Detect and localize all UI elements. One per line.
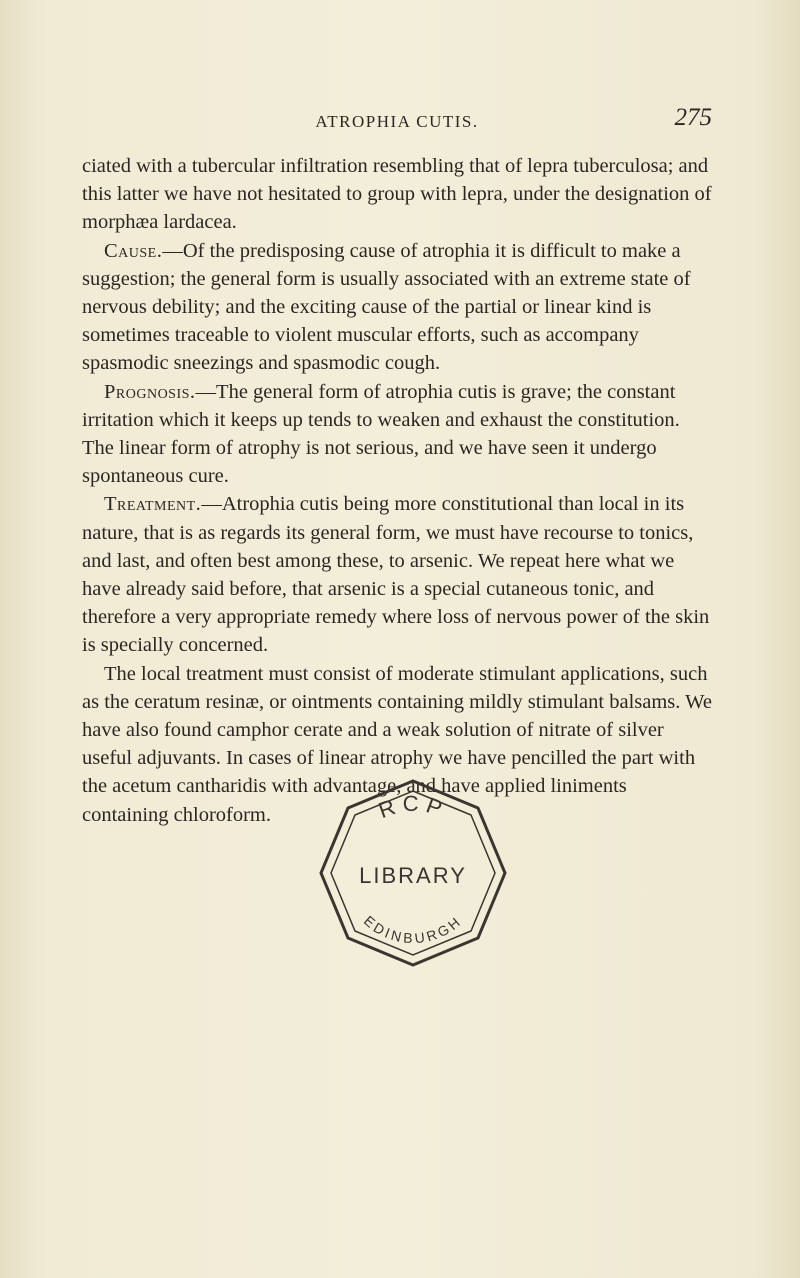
stamp-top-text: RCP (375, 790, 452, 824)
paragraph-text: —Of the predisposing cause of atrophia it is difficult to make a suggestion; the general form is usually associated with an extreme state of nervous debility; and the exciting cause of the partial or linear kind is sometimes traceable to violent muscular efforts, such as accompany spasmodic sneezings and spasmodic cough. (82, 239, 691, 375)
body-text (82, 152, 712, 829)
section-heading-treatment: Treatment. (104, 493, 202, 516)
paragraph-text: —Atrophia cutis being more constitutional than local in its nature, that is as regards its general form, we must have recourse to tonics, and last, and often best among these, to arsenic. We repeat here what we have already said before, that arsenic is a special cutaneous tonic, and therefore a very appropriate remedy where loss of nervous power of the skin is specially concerned. (82, 493, 710, 657)
stamp-label: LIBRARY (359, 863, 467, 888)
running-head: ATROPHIA CUTIS. (315, 112, 479, 131)
library-stamp (313, 773, 513, 973)
section-heading-cause: Cause. (104, 239, 163, 262)
page-header (82, 104, 712, 138)
paragraph-prognosis (82, 378, 712, 491)
page-number: 275 (674, 104, 712, 131)
paragraph-text: —The general form of atrophia cutis is grave; the constant irritation which it keeps up tends to weaken and exhaust the constitution. The linear form of atrophy is not serious, and we have seen it undergo spontaneous cure. (82, 380, 680, 488)
paragraph-treatment (82, 490, 712, 659)
stamp-bottom-text: EDINBURGH (360, 912, 466, 947)
paragraph-cause (82, 237, 712, 378)
section-heading-prognosis: Prognosis. (104, 380, 196, 403)
paragraph-text: The local treatment must consist of moderate stimulant applications, such as the ceratum resinæ, or ointments containing mildly stimulant balsams. We have also found camphor cerate and a weak solution of nitrate of silver useful adjuvants. In cases of linear atrophy we have pencilled the part with the acetum cantharidis with advantage, and have applied liniments containing chloroform. (82, 662, 712, 826)
paragraph-text: ciated with a tubercular infiltration resembling that of lepra tuberculosa; and this latter we have not hesitated to group with lepra, under the designation of morphæa lardacea. (82, 155, 712, 234)
paragraph-continuation (82, 152, 712, 237)
